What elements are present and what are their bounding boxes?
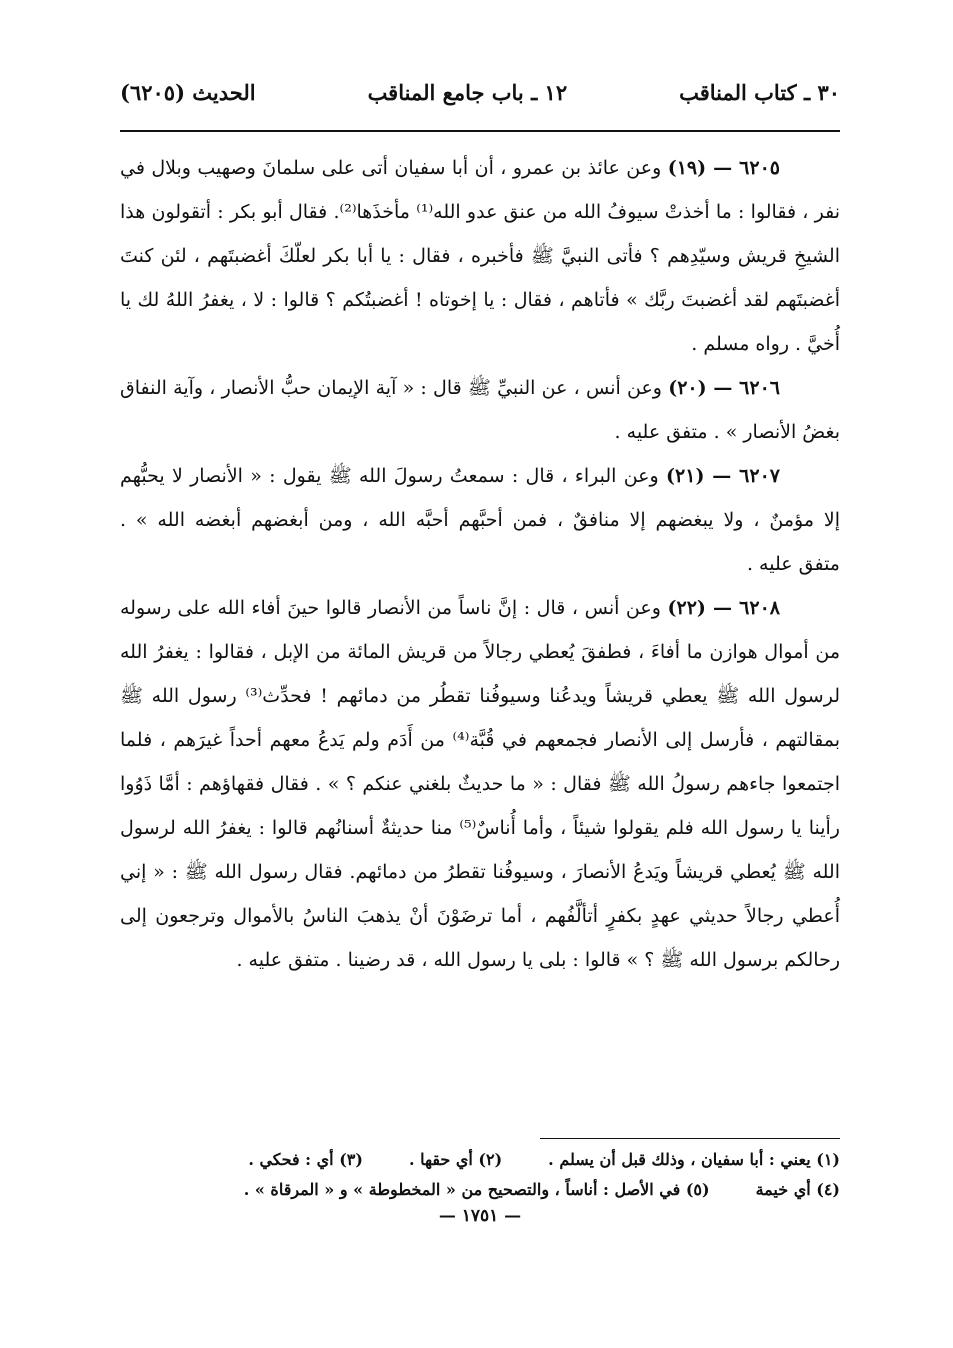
footnotes [120, 1138, 840, 1205]
footnote-5: (٥) في الأصل : أناساً ، والتصحيح من « المخطوطة » و « المرقاة » . [243, 1180, 710, 1199]
hadith-source: رواه مسلم . [691, 333, 789, 355]
header-book-title: ٣٠ ـ كتاب المناقب [679, 80, 840, 105]
hadith-text: وعن عائذ بن عمرو ، أن أبا سفيان أتى على سلمانَ وصهيب وبلال في نفر ، فقالوا : ما أخذتْ سيوفُ الله من عنق عدو الله⁽¹⁾ مأخذَها⁽²⁾. فقال أبو بكر : أتقولون هذا الشيخِ قريش وسيّدِهم ؟ فأتى النبيَّ ﷺ فأخبره ، فقال : يا أبا بكر لعلّكَ أغضبتَهم ، لئن كنتَ أغضبتَهم لقد أغضبتَ ربَّك » فأتاهم ، فقال : يا إخوتاه ! أغضبتُكم ؟ قالوا : لا ، يغفرُ اللهُ لك يا أُخيَّ . [120, 157, 840, 355]
hadith-text: وعن أنس ، قال : إنَّ ناساً من الأنصار قالوا حينَ أفاء الله على رسوله من أموال هوازن ما أفاءَ ، فطفقَ يُعطي رجالاً من قريش المائة من الإبل ، فقالوا : يغفرُ الله لرسول الله ﷺ يعطي قريشاً ويدعُنا وسيوفُنا تقطُر من دمائهم ! فحدِّث⁽³⁾ رسول الله ﷺ بمقالتهم ، فأرسل إلى الأنصار فجمعهم في قُبَّة⁽⁴⁾ من أَدَم ولم يَدعُ معهم أحداً غيرَهم ، فلما اجتمعوا جاءهم رسولُ الله ﷺ فقال : « ما حديثٌ بلغني عنكم ؟ » . فقال فقهاؤهم : أمَّا ذَوُوا رأينا يا رسول الله فلم يقولوا شيئاً ، وأما أُناسٌ⁽⁵⁾ منا حديثةٌ أسنانُهم قالوا : يغفرُ الله لرسول الله ﷺ يُعطي قريشاً ويَدعُ الأنصارَ ، وسيوفُنا تقطرُ من دمائهم. فقال رسول الله ﷺ : « إني أُعطي رجالاً حديثي عهدٍ بكفرٍ أتألَّفُهم ، أما ترضَوْنَ أنْ يذهبَ الناسُ بالأموال وترجعون إلى رحالكم برسول الله ﷺ ؟ » قالوا : بلى يا رسول الله ، قد رضينا . [120, 597, 841, 971]
page-body [120, 146, 840, 982]
footnote-line-1 [120, 1145, 840, 1175]
footnote-line-2 [120, 1175, 840, 1205]
header-chapter-title: ١٢ ـ باب جامع المناقب [367, 80, 568, 105]
footnote-rule [540, 1138, 840, 1139]
running-header [120, 80, 840, 130]
header-rule [120, 130, 840, 132]
footnote-3: (٣) أي : فحكي . [248, 1150, 363, 1169]
footnote-4: (٤) أي خيمة [755, 1180, 840, 1199]
hadith-6207 [120, 454, 840, 586]
hadith-source: متفق عليه . [614, 421, 708, 443]
hadith-number: ٦٢٠٦ — (٢٠) [668, 377, 780, 399]
page-number: — ١٧٥١ — [438, 1206, 522, 1226]
hadith-source: متفق عليه . [746, 553, 840, 575]
hadith-6208 [120, 586, 840, 982]
hadith-source: متفق عليه . [236, 949, 330, 971]
book-page [120, 80, 840, 1260]
footnote-1: (١) يعني : أبا سفيان ، وذلك قبل أن يسلم . [548, 1150, 840, 1169]
hadith-6206 [120, 366, 840, 454]
hadith-number: ٦٢٠٨ — (٢٢) [667, 597, 780, 619]
hadith-text: وعن البراء ، قال : سمعتُ رسولَ الله ﷺ يقول : « الأنصار لا يحبُّهم إلا مؤمنٌ ، ولا يبغضهم إلا منافقٌ ، فمن أحبَّهم أحبَّه الله ، ومن أبغضهم أبغضه الله » . [120, 465, 840, 531]
hadith-number: ٦٢٠٥ — (١٩) [667, 157, 780, 179]
footnote-2: (٢) أي حقها . [408, 1150, 503, 1169]
header-hadith-range: الحديث (٦٢٠٥) [120, 80, 256, 105]
hadith-text: وعن أنس ، عن النبيِّ ﷺ قال : « آية الإيمان حبُّ الأنصار ، وآية النفاق بغضُ الأنصار » . [120, 377, 840, 443]
hadith-6205 [120, 146, 840, 366]
hadith-number: ٦٢٠٧ — (٢١) [666, 465, 780, 487]
